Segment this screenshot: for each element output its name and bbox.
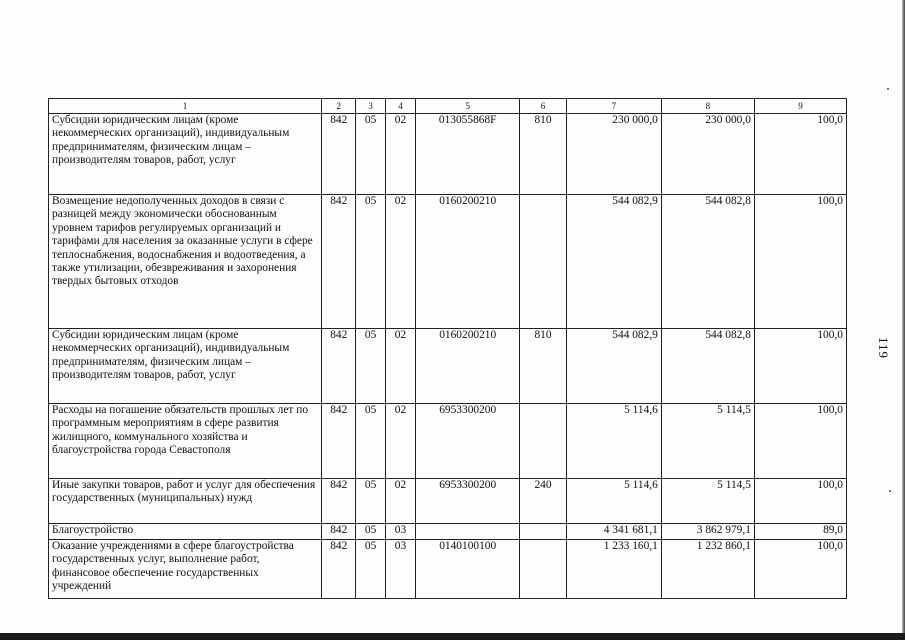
row-name-cell: Возмещение недополученных доходов в связи с разницей между экономически обоснованным уровнем тарифов регулируемых организаций и тарифами для населения за оказанные услуги в сфере теплоснабжения, водоснабжения и водоотведения, а также утилизации, обезвреживания и захоронения твердых бытовых отходов <box>49 195 322 329</box>
scan-speck <box>889 490 891 492</box>
percent-cell: 100,0 <box>754 195 846 329</box>
fact-cell: 5 114,5 <box>661 404 754 479</box>
header-cell: 2 <box>322 99 356 114</box>
table-header-row <box>49 99 847 114</box>
podrazdel-cell: 02 <box>385 329 415 404</box>
table-row <box>49 479 847 524</box>
header-cell: 5 <box>416 99 520 114</box>
row-name-cell: Субсидии юридическим лицам (кроме некоммерческих организаций), индивидуальным предпринимателям, физическим лицам – производителям товаров, работ, услуг <box>49 114 322 195</box>
ved-cell: 842 <box>322 404 356 479</box>
row-name-cell: Иные закупки товаров, работ и услуг для обеспечения государственных (муниципальных) нужд <box>49 479 322 524</box>
podrazdel-cell: 02 <box>385 404 415 479</box>
vr-cell <box>520 540 567 599</box>
podrazdel-cell: 03 <box>385 540 415 599</box>
podrazdel-cell: 02 <box>385 114 415 195</box>
plan-cell: 230 000,0 <box>566 114 661 195</box>
razdel-cell: 05 <box>356 540 385 599</box>
csr-cell: 6953300200 <box>416 404 520 479</box>
plan-cell: 544 082,9 <box>566 195 661 329</box>
ved-cell: 842 <box>322 540 356 599</box>
table-row <box>49 329 847 404</box>
percent-cell: 100,0 <box>754 404 846 479</box>
row-name-cell: Оказание учреждениями в сфере благоустройства государственных услуг, выполнение работ, финансовое обеспечение государственных учреждений <box>49 540 322 599</box>
vr-cell: 240 <box>520 479 567 524</box>
ved-cell: 842 <box>322 114 356 195</box>
percent-cell: 89,0 <box>754 524 846 540</box>
budget-table <box>48 98 847 599</box>
header-cell: 1 <box>49 99 322 114</box>
row-name-cell: Субсидии юридическим лицам (кроме некоммерческих организаций), индивидуальным предпринимателям, физическим лицам – производителям товаров, работ, услуг <box>49 329 322 404</box>
csr-cell: 013055868F <box>416 114 520 195</box>
percent-cell: 100,0 <box>754 329 846 404</box>
scan-bottom-edge <box>0 633 905 640</box>
podrazdel-cell: 03 <box>385 524 415 540</box>
table-row <box>49 540 847 599</box>
ved-cell: 842 <box>322 479 356 524</box>
razdel-cell: 05 <box>356 195 385 329</box>
scan-speck <box>887 88 889 90</box>
csr-cell: 0160200210 <box>416 195 520 329</box>
table-row <box>49 524 847 540</box>
plan-cell: 4 341 681,1 <box>566 524 661 540</box>
vr-cell: 810 <box>520 329 567 404</box>
csr-cell: 0140100100 <box>416 540 520 599</box>
row-name-cell: Благоустройство <box>49 524 322 540</box>
table-row <box>49 195 847 329</box>
plan-cell: 5 114,6 <box>566 404 661 479</box>
vr-cell <box>520 524 567 540</box>
plan-cell: 1 233 160,1 <box>566 540 661 599</box>
podrazdel-cell: 02 <box>385 479 415 524</box>
row-name-cell: Расходы на погашение обязательств прошлых лет по программным мероприятиям в сфере развития жилищного, коммунального хозяйства и благоустройства города Севастополя <box>49 404 322 479</box>
header-cell: 3 <box>356 99 385 114</box>
fact-cell: 5 114,5 <box>661 479 754 524</box>
razdel-cell: 05 <box>356 479 385 524</box>
table-row <box>49 404 847 479</box>
ved-cell: 842 <box>322 329 356 404</box>
podrazdel-cell: 02 <box>385 195 415 329</box>
ved-cell: 842 <box>322 524 356 540</box>
razdel-cell: 05 <box>356 329 385 404</box>
csr-cell: 6953300200 <box>416 479 520 524</box>
fact-cell: 544 082,8 <box>661 195 754 329</box>
header-cell: 7 <box>566 99 661 114</box>
csr-cell <box>416 524 520 540</box>
vr-cell <box>520 404 567 479</box>
fact-cell: 1 232 860,1 <box>661 540 754 599</box>
header-cell: 9 <box>754 99 846 114</box>
fact-cell: 230 000,0 <box>661 114 754 195</box>
table-row <box>49 114 847 195</box>
fact-cell: 544 082,8 <box>661 329 754 404</box>
percent-cell: 100,0 <box>754 540 846 599</box>
percent-cell: 100,0 <box>754 114 846 195</box>
header-cell: 4 <box>385 99 415 114</box>
header-cell: 6 <box>520 99 567 114</box>
fact-cell: 3 862 979,1 <box>661 524 754 540</box>
percent-cell: 100,0 <box>754 479 846 524</box>
razdel-cell: 05 <box>356 524 385 540</box>
vr-cell: 810 <box>520 114 567 195</box>
plan-cell: 5 114,6 <box>566 479 661 524</box>
ved-cell: 842 <box>322 195 356 329</box>
razdel-cell: 05 <box>356 404 385 479</box>
vr-cell <box>520 195 567 329</box>
csr-cell: 0160200210 <box>416 329 520 404</box>
header-cell: 8 <box>661 99 754 114</box>
plan-cell: 544 082,9 <box>566 329 661 404</box>
page-number: 119 <box>876 336 892 360</box>
razdel-cell: 05 <box>356 114 385 195</box>
